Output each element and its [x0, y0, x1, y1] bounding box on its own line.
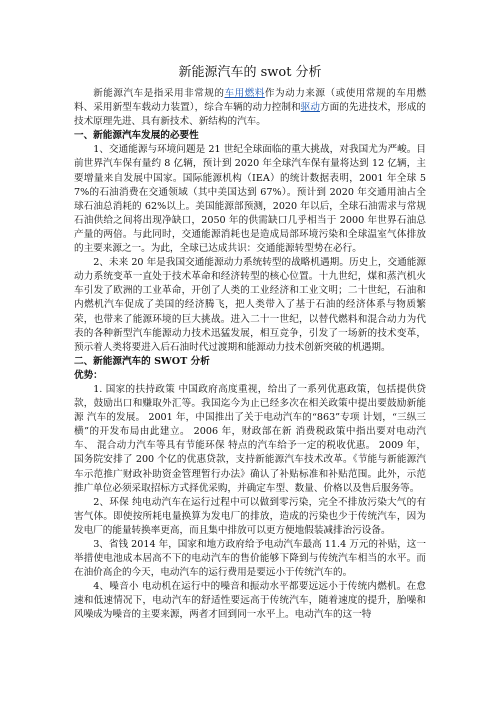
link-vehicle-fuel[interactable]: 车用燃料 [224, 88, 265, 99]
paragraph-strategic-opportunity: 2、未来 20 年是我国交通能源动力系统转型的战略机遇期。历史上，交通能源动力系统变革一直处于技术革命和经济转型的核心位置。十九世纪，煤和蒸汽机火车引发了欧洲的工业革命，开创了人类的工业经济和工业文明；二十世纪，石油和内燃机汽车促成了美国的经济腾飞，把人类带入了基于石油的经济体系与物质繁荣，也带来了能源环境的巨大挑战。进入二十一世纪，以替代燃料和混合动力为代表的各种新型汽车能源动力技术迅猛发展，相互竞争，引发了一场新的技术变革，预示着人类将要进入后石油时代过渡期和能源动力技术创新突破的机遇期。 [74, 257, 426, 353]
paragraph-cost-saving: 3、省钱 2014 年，国家和地方政府给予电动汽车最高 11.4 万元的补贴，这一举措使电池成本居高不下的电动汽车的售价能够下降到与传统汽车相当的水平。而在油价高企的今天，电动汽车的运行费用是要远小于传统汽车的。 [74, 539, 426, 579]
intro-paragraph [74, 87, 426, 129]
paragraph-environmental: 2、环保 纯电动汽车在运行过程中可以做到零污染，完全不排放污染大气的有害气体。即使按所耗电量换算为发电厂的排放，造成的污染也少于传统汽车，因为发电厂的能量转换率更高，而且集中排放可以更方便地假装减排治污设备。 [74, 496, 426, 536]
link-drive[interactable]: 驱动 [300, 102, 320, 114]
paragraph-policy-support: 1. 国家的扶持政策 中国政府高度重视，给出了一系列优惠政策，包括提供贷款，鼓励出口和赚取外汇等。我国迄今为止已经多次在相关政策中提出要鼓励新能源 汽车的发展。 2001 年，中国推出了关于电动汽车的“863”专项 计划，“三纵三横”的开发布局由此建立。 2006 年，财政部在新 消费税政策中指出要对电动汽车、 混合动力汽车等具有节能环保 特点的汽车给予一定的税收优惠。 2009 年，国务院安排了 200 个亿的优惠贷款，支持新能源汽车技术改革。《节能与新能源汽车示范推广财政补助资金管理暂行办法》确认了补贴标准和补贴范围。此外，示范推广单位必须采取招标方式择优采购，并确定车型、数量、价格以及售后服务等。 [74, 383, 426, 494]
paragraph-energy-environment: 1、交通能源与环境问题是 21 世纪全球面临的重大挑战，对我国尤为严峻。目前世界汽车保有量约 8 亿辆，预计到 2020 年全球汽车保有量将达到 12 亿辆，主要增量来自发展中国家。国际能源机构（IEA）的统计数据表明，2001 年全球 57%的石油消费在交通领域（其中美国达到 67%）。预计到 2020 年交通用油占全球石油总消耗的 62%以上。美国能源部预测，2020 年以后，全球石油需求与常规石油供给之间将出现净缺口，2050 年的供需缺口几乎相当于 2000 年世界石油总产量的两倍。与此同时，交通能源消耗也是造成局部环境污染和全球温室气体排放的主要来源之一。为此，全球已达成共识：交通能源转型势在必行。 [74, 144, 426, 255]
paragraph-low-noise: 4、噪音小 电动机在运行中的噪音和振动水平都要远远小于传统内燃机。在怠速和低速情况下，电动汽车的舒适性要远高于传统汽车，随着速度的提升，胎噪和风噪成为噪音的主要来源，两者才回到同一水平上。电动汽车的这一特 [74, 581, 426, 621]
section-heading-necessity: 一、新能源汽车发展的必要性 [74, 130, 199, 142]
intro-text-3: 方面的先进技术，形成的技术原理先进、具有新技术、新结构的汽车。 [74, 102, 427, 128]
document-title: 新能源汽车的 swot 分析 [178, 65, 322, 80]
subheading-strengths: 优势： [74, 369, 103, 381]
intro-text-2: 作为动力来源（或使用常规的车用燃料、采用新型车载动力装置），综合车辆的动力控制和 [74, 88, 427, 114]
document-page [74, 64, 426, 623]
intro-text-1: 新能源汽车是指采用非常规的 [93, 88, 225, 99]
section-heading-swot: 二、新能源汽车的 SWOT 分析 [74, 355, 210, 367]
